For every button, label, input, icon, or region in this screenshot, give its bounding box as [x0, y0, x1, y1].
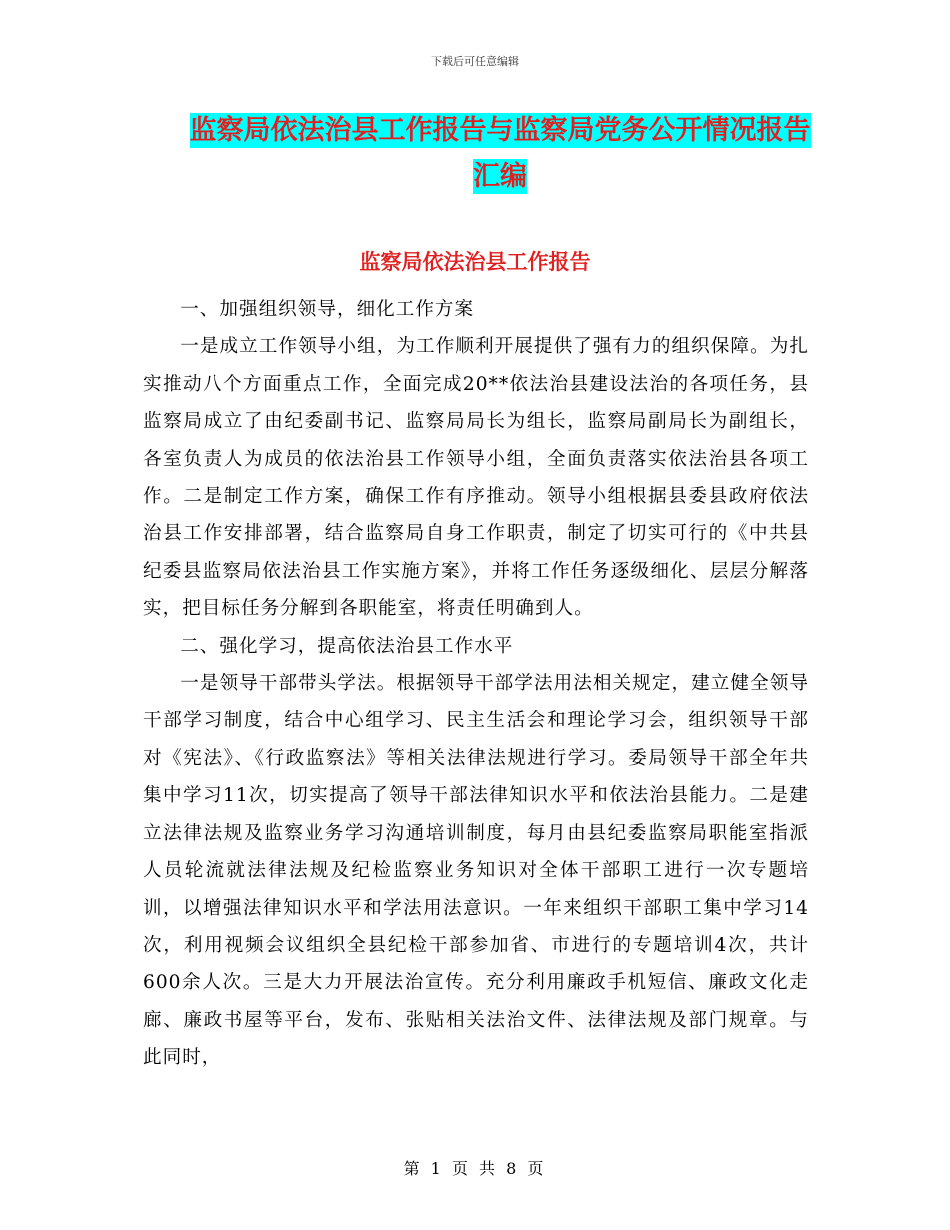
heading-paragraph-1: 一、加强组织领导，细化工作方案 [180, 299, 475, 320]
document-title-line-1: 监察局依法治县工作报告与监察局党务公开情况报告 [189, 115, 811, 146]
header-note: 下载后可任意编辑 [431, 55, 519, 68]
heading-paragraph-2: 二、强化学习，提高依法治县工作水平 [180, 635, 514, 657]
body-paragraph-2: 一是领导干部带头学法。根据领导干部学法用法相关规定，建立健全领导干部学习制度，结合中心组学习、民主生活会和理论学习会，组织领导干部对《宪法》、《行政监察法》等相关法律法规进行学习。委局领导干部全年共集中学习11次，切实提高了领导干部法律知识水平和依法治县能力。二是建立法律法规及监察业务学习沟通培训制度，每月由县纪委监察局职能室指派人员轮流就法律法规及纪检监察业务知识对全体干部职工进行一次专题培训，以增强法律知识水平和学法用法意识。一年来组织干部职工集中学习14次，利用视频会议组织全县纪检干部参加省、市进行的专题培训4次，共计600余人次。三是大力开展法治宣传。充分利用廉政手机短信、廉政文化走廊、廉政书屋等平台，发布、张贴相关法治文件、法律法规及部门规章。与此同时， [143, 673, 809, 1069]
document-title-line-2: 汇编 [473, 161, 527, 192]
section-title: 监察局依法治县工作报告 [359, 250, 591, 274]
document-body [143, 291, 809, 1077]
page-number: 第 1 页 共 8 页 [403, 1159, 547, 1178]
document-title [140, 108, 860, 200]
body-paragraph-1: 一是成立工作领导小组，为工作顺利开展提供了强有力的组织保障。为扎实推动八个方面重点工作，全面完成20**依法治县建设法治的各项任务，县监察局成立了由纪委副书记、监察局局长为组长，监察局副局长为副组长，各室负责人为成员的依法治县工作领导小组，全面负责落实依法治县各项工作。二是制定工作方案，确保工作有序推动。领导小组根据县委县政府依法治县工作安排部署，结合监察局自身工作职责，制定了切实可行的《中共县纪委县监察局依法治县工作实施方案》，并将工作任务逐级细化、层层分解落实，把目标任务分解到各职能室，将责任明确到人。 [143, 336, 809, 620]
